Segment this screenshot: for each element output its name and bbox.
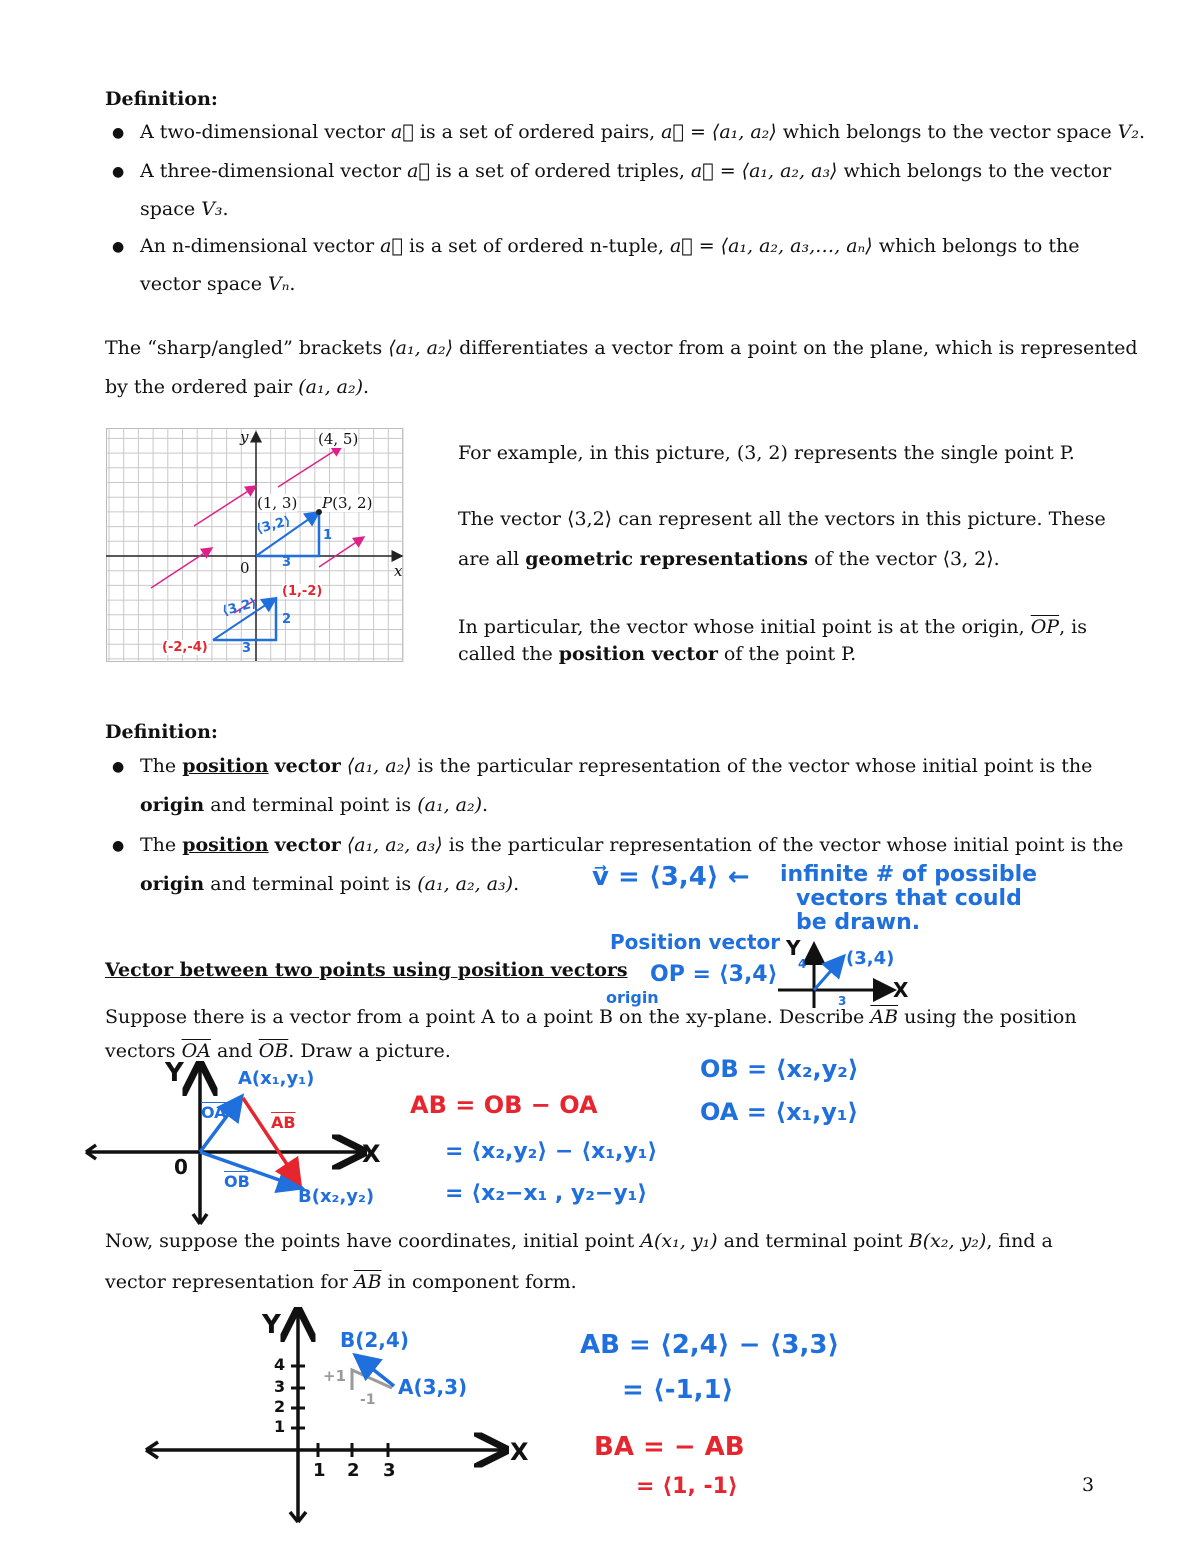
def1-bullet-2-line2: space V₃. xyxy=(140,198,229,220)
example-sentence-3: In particular, the vector whose initial point is at the origin, $\overline{OP}$, is xyxy=(458,616,1087,638)
mini-3-label: 3 xyxy=(838,994,847,1008)
fig3-tick-2: 2 xyxy=(347,1460,360,1481)
fig3-ytick-1: 1 xyxy=(274,1417,286,1436)
bullet-dot: ● xyxy=(112,125,125,141)
def2-bullet-2-line2: origin and terminal point is (a₁, a₂, a₃). xyxy=(140,873,520,895)
fig2-ob-def: OB = ⟨x₂,y₂⟩ xyxy=(700,1055,859,1083)
fig3-plus1: +1 xyxy=(323,1367,347,1385)
fig3-ytick-3: 3 xyxy=(274,1377,286,1396)
mini-4-label: 4 xyxy=(798,957,807,971)
vector-grid-figure xyxy=(106,428,403,662)
fig2-x-label: X xyxy=(362,1140,381,1168)
fig3-ytick-4: 4 xyxy=(274,1355,286,1374)
fig2-eq3: = ⟨x₂−x₁ , y₂−y₁⟩ xyxy=(445,1181,648,1206)
hand-label: 3 xyxy=(242,641,252,656)
section-paragraph-line2: vectors $\overline{OA}$ and $\overline{OB}$. Draw a picture. xyxy=(105,1040,451,1062)
bullet-dot: ● xyxy=(112,759,125,775)
hand-label: 2 xyxy=(282,612,292,627)
fig2-point-a: A(x₁,y₁) xyxy=(238,1068,315,1089)
section-title: Vector between two points using position vectors xyxy=(105,959,628,981)
definition-heading-2: Definition: xyxy=(105,721,218,743)
note-position-vector: Position vector xyxy=(610,930,781,954)
section-paragraph: Suppose there is a vector from a point A to a point B on the xy-plane. Describe $\overline{AB}$ using the position xyxy=(105,1006,1077,1028)
fig2-ob-label: $\overline{OB}$ xyxy=(224,1172,250,1191)
example-sentence-1: For example, in this picture, (3, 2) represents the single point P. xyxy=(458,442,1075,464)
fig2-point-b: B(x₂,y₂) xyxy=(298,1186,375,1207)
hand-label: (1,-2) xyxy=(282,584,323,599)
pink-vector xyxy=(151,548,212,588)
origin-label: 0 xyxy=(240,559,250,577)
note-drawn: be drawn. xyxy=(796,910,921,935)
hand-label: (-2,-4) xyxy=(162,640,208,655)
point-label-p: P(3, 2) xyxy=(322,494,373,512)
mini-x-label: X xyxy=(893,978,909,1002)
def1-bullet-1: A two-dimensional vector a⃗ is a set of ordered pairs, a⃗ = ⟨a₁, a₂⟩ which belongs to the vector space V₂. xyxy=(140,121,1146,143)
fig3-eq1: AB = ⟨2,4⟩ − ⟨3,3⟩ xyxy=(580,1330,840,1360)
brackets-paragraph: The “sharp/angled” brackets ⟨a₁, a₂⟩ differentiates a vector from a point on the plane, which is represented xyxy=(105,337,1138,359)
point-label-4-5: (4, 5) xyxy=(318,430,359,448)
fig3-point-a: A(3,3) xyxy=(398,1375,468,1399)
example-sentence-2-line2: are all geometric representations of the vector ⟨3, 2⟩. xyxy=(458,548,1000,570)
x-label: x xyxy=(394,562,403,580)
fig3-eq2: = ⟨-1,1⟩ xyxy=(622,1375,734,1405)
fig2-eq2: = ⟨x₂,y₂⟩ − ⟨x₁,y₁⟩ xyxy=(445,1139,658,1164)
pink-vector xyxy=(194,486,256,526)
def1-bullet-3-line2: vector space Vₙ. xyxy=(140,273,296,295)
fig3-tick-3: 3 xyxy=(383,1460,396,1481)
mini-y-label: Y xyxy=(786,936,801,960)
bullet-dot: ● xyxy=(112,838,125,854)
now-paragraph-line2: vector representation for $\overline{AB}$ in component form. xyxy=(105,1271,577,1293)
fig2-oa-def: OA = ⟨x₁,y₁⟩ xyxy=(700,1098,859,1126)
bullet-dot: ● xyxy=(112,239,125,255)
fig2-eq1: AB = OB − OA xyxy=(410,1091,598,1119)
note-origin: origin xyxy=(606,988,659,1007)
definition-heading-1: Definition: xyxy=(105,88,218,110)
note-v34: v⃗ = ⟨3,4⟩ ← xyxy=(592,862,750,892)
point-label-1-3: (1, 3) xyxy=(257,494,298,512)
hand-label: ⟨3,2⟩ xyxy=(254,513,293,538)
bullet-dot: ● xyxy=(112,164,125,180)
note-vectors: vectors that could xyxy=(796,886,1022,911)
note-infinite: infinite # of possible xyxy=(780,862,1038,887)
fig2-ab-label: $\overline{AB}$ xyxy=(271,1113,296,1132)
def1-bullet-2: A three-dimensional vector a⃗ is a set of ordered triples, a⃗ = ⟨a₁, a₂, a₃⟩ which belongs to the vector xyxy=(140,160,1112,182)
fig3-tick-1: 1 xyxy=(313,1460,326,1481)
def2-bullet-1: The position vector ⟨a₁, a₂⟩ is the particular representation of the vector whose initial point is the xyxy=(140,755,1093,777)
fig3-ytick-2: 2 xyxy=(274,1397,286,1416)
y-label: y xyxy=(240,428,249,446)
fig3-eq3: BA = − AB xyxy=(594,1432,745,1462)
note-op34: OP = ⟨3,4⟩ xyxy=(650,962,778,987)
example-sentence-2: The vector ⟨3,2⟩ can represent all the vectors in this picture. These xyxy=(458,508,1106,530)
fig2-oa-label: $\overline{OA}$ xyxy=(201,1103,227,1122)
fig2-origin-label: 0 xyxy=(174,1155,188,1179)
hand-label: 1 xyxy=(323,528,333,543)
pink-vector xyxy=(278,446,342,487)
hand-label: ⟨3,2⟩ xyxy=(220,595,259,620)
def1-bullet-3: An n-dimensional vector a⃗ is a set of ordered n-tuple, a⃗ = ⟨a₁, a₂, a₃,…, aₙ⟩ which belongs to the xyxy=(140,235,1080,257)
brackets-paragraph-line2: by the ordered pair (a₁, a₂). xyxy=(105,376,370,398)
fig3-point-b: B(2,4) xyxy=(340,1328,409,1352)
fig3-minus1: -1 xyxy=(360,1392,376,1408)
def2-bullet-1-line2: origin and terminal point is (a₁, a₂). xyxy=(140,794,489,816)
fig3-x-label: X xyxy=(510,1438,529,1466)
def2-bullet-2: The position vector ⟨a₁, a₂, a₃⟩ is the particular representation of the vector whose initial point is the xyxy=(140,834,1124,856)
fig3-eq4: = ⟨1, -1⟩ xyxy=(636,1474,738,1499)
fig3-y-label: Y xyxy=(262,1310,281,1340)
hand-label: 3 xyxy=(282,555,292,570)
page-number: 3 xyxy=(1082,1474,1095,1496)
fig2-y-label: Y xyxy=(165,1058,184,1088)
now-paragraph: Now, suppose the points have coordinates, initial point A(x₁, y₁) and terminal point B(x₂, y₂), find a xyxy=(105,1230,1053,1252)
example-sentence-3-line2: called the position vector of the point P. xyxy=(458,643,857,665)
grid-drawing xyxy=(106,428,403,662)
mini-point-label: (3,4) xyxy=(846,948,895,969)
